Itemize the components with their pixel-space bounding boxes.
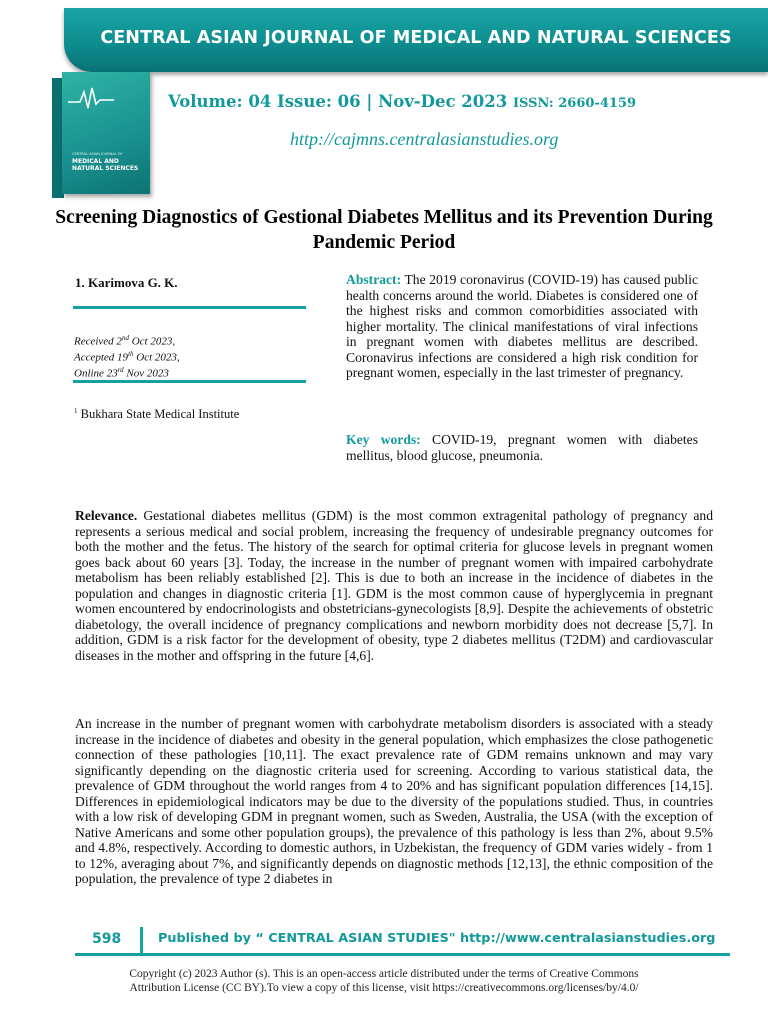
journal-url-link[interactable]: http://cajmns.centralasianstudies.org: [290, 129, 559, 149]
cover-small-text: CENTRAL ASIAN JOURNAL OF: [72, 152, 123, 156]
heartbeat-icon: [68, 86, 114, 112]
footer-divider: [140, 927, 143, 955]
abstract: [346, 272, 698, 381]
abstract-text: The 2019 coronavirus (COVID-19) has caused public health concerns around the world. Diabetes is considered one of the highest risks and common comorbidities associated with higher mortality. The clinical manifestations of viral infections in pregnant women with diabetes mellitus are described. Coronavirus infections are considered a high risk condition for pregnant women, especially in the last trimester of pregnancy.: [346, 272, 698, 380]
volume-issue: Volume: 04 Issue: 06 | Nov-Dec 2023: [168, 92, 508, 111]
divider-rule: [73, 306, 306, 309]
keywords-label: Key words:: [346, 432, 421, 447]
page-number: 598: [92, 931, 122, 947]
body-paragraph: [75, 508, 713, 663]
accepted-date: Accepted 19th Oct 2023,: [74, 350, 180, 364]
volume-issue-line: [168, 92, 636, 111]
body-paragraph: An increase in the number of pregnant women with carbohydrate metabolism disorders is associated with a steady increase in the incidence of diabetes and obesity in the general population, which emphasizes the close pathogenetic connection of these pathologies [10,11]. The exact prevalence rate of GDM remains unknown and may vary significantly depending on the diagnostic criteria used for screening. According to various statistical data, the prevalence of GDM throughout the world ranges from 4 to 20% and has significant population differences [14,15]. Differences in epidemiological indicators may be due to the diversity of the populations studied. Thus, in countries with a low risk of developing GDM in pregnant women, such as Sweden, Australia, the USA (with the exception of Native Americans and some other population groups), the prevalence of this pathology is less than 2%, about 9.5% and 4.8%, respectively. According to domestic authors, in Uzbekistan, the frequency of GDM varies widely - from 1 to 12%, averaging about 7%, and significantly depends on diagnostic methods [12,13], the ethnic composition of the population, the prevalence of type 2 diabetes in: [75, 716, 713, 887]
publisher-line: Published by “ CENTRAL ASIAN STUDIES" http://www.centralasianstudies.org: [158, 931, 716, 946]
keywords-text: COVID-19, pregnant women with diabetes mellitus, blood glucose, pneumonia.: [346, 432, 698, 463]
online-date: Online 23rd Nov 2023: [74, 366, 169, 380]
author-name: 1. Karimova G. K.: [75, 275, 178, 290]
article-title: Screening Diagnostics of Gestional Diabetes Mellitus and its Prevention During Pandemic Period: [55, 207, 713, 253]
abstract-label: Abstract:: [346, 272, 402, 287]
relevance-label: Relevance.: [75, 508, 138, 523]
copyright-notice: [40, 967, 728, 995]
footer-rule: [75, 953, 730, 956]
affiliation-text: Bukhara State Medical Institute: [77, 407, 240, 422]
received-dates: [74, 332, 304, 380]
cover-title: MEDICAL AND NATURAL SCIENCES: [72, 158, 139, 172]
copyright-line: Attribution License (CC BY).To view a copy of this license, visit https://creativecommons.org/licenses/by/4.0/: [129, 982, 639, 994]
issn: ISSN: 2660-4159: [512, 96, 637, 111]
cover-front: [62, 72, 150, 194]
paragraph-text: Gestational diabetes mellitus (GDM) is the most common extragenital pathology of pregnancy and represents a serious medical and social problem, increasing the frequency of undesirable pregnancy outcomes for both the mother and the fetus. The history of the search for optimal criteria for glucose levels in pregnant women goes back about 60 years [3]. Today, the increase in the number of pregnant women with impaired carbohydrate metabolism has been reliably established [2]. This is due to both an increase in the incidence of diabetes in the population and changes in diagnostic criteria [1]. GDM is the most common cause of hyperglycemia in pregnant women encountered by endocrinologists and obstetricians-gynecologists [8,9]. Despite the achievements of obstetric diabetology, the overall incidence of pregnancy complications and newborn morbidity does not decrease [5,7]. In addition, GDM is a risk factor for the development of obesity, type 2 diabetes mellitus (T2DM) and cardiovascular diseases in the mother and offspring in the future [4,6].: [75, 508, 713, 663]
affiliation: [74, 404, 304, 422]
keywords: [346, 432, 698, 463]
journal-name: CENTRAL ASIAN JOURNAL OF MEDICAL AND NATURAL SCIENCES: [100, 28, 732, 48]
divider-rule: [73, 380, 306, 383]
affiliation-mark: 1: [74, 407, 78, 415]
journal-cover-image: [52, 72, 150, 198]
received-date: Received 2nd Oct 2023,: [74, 334, 176, 348]
copyright-line: Copyright (c) 2023 Author (s). This is an open-access article distributed under the terms of Creative Commons: [129, 968, 639, 980]
